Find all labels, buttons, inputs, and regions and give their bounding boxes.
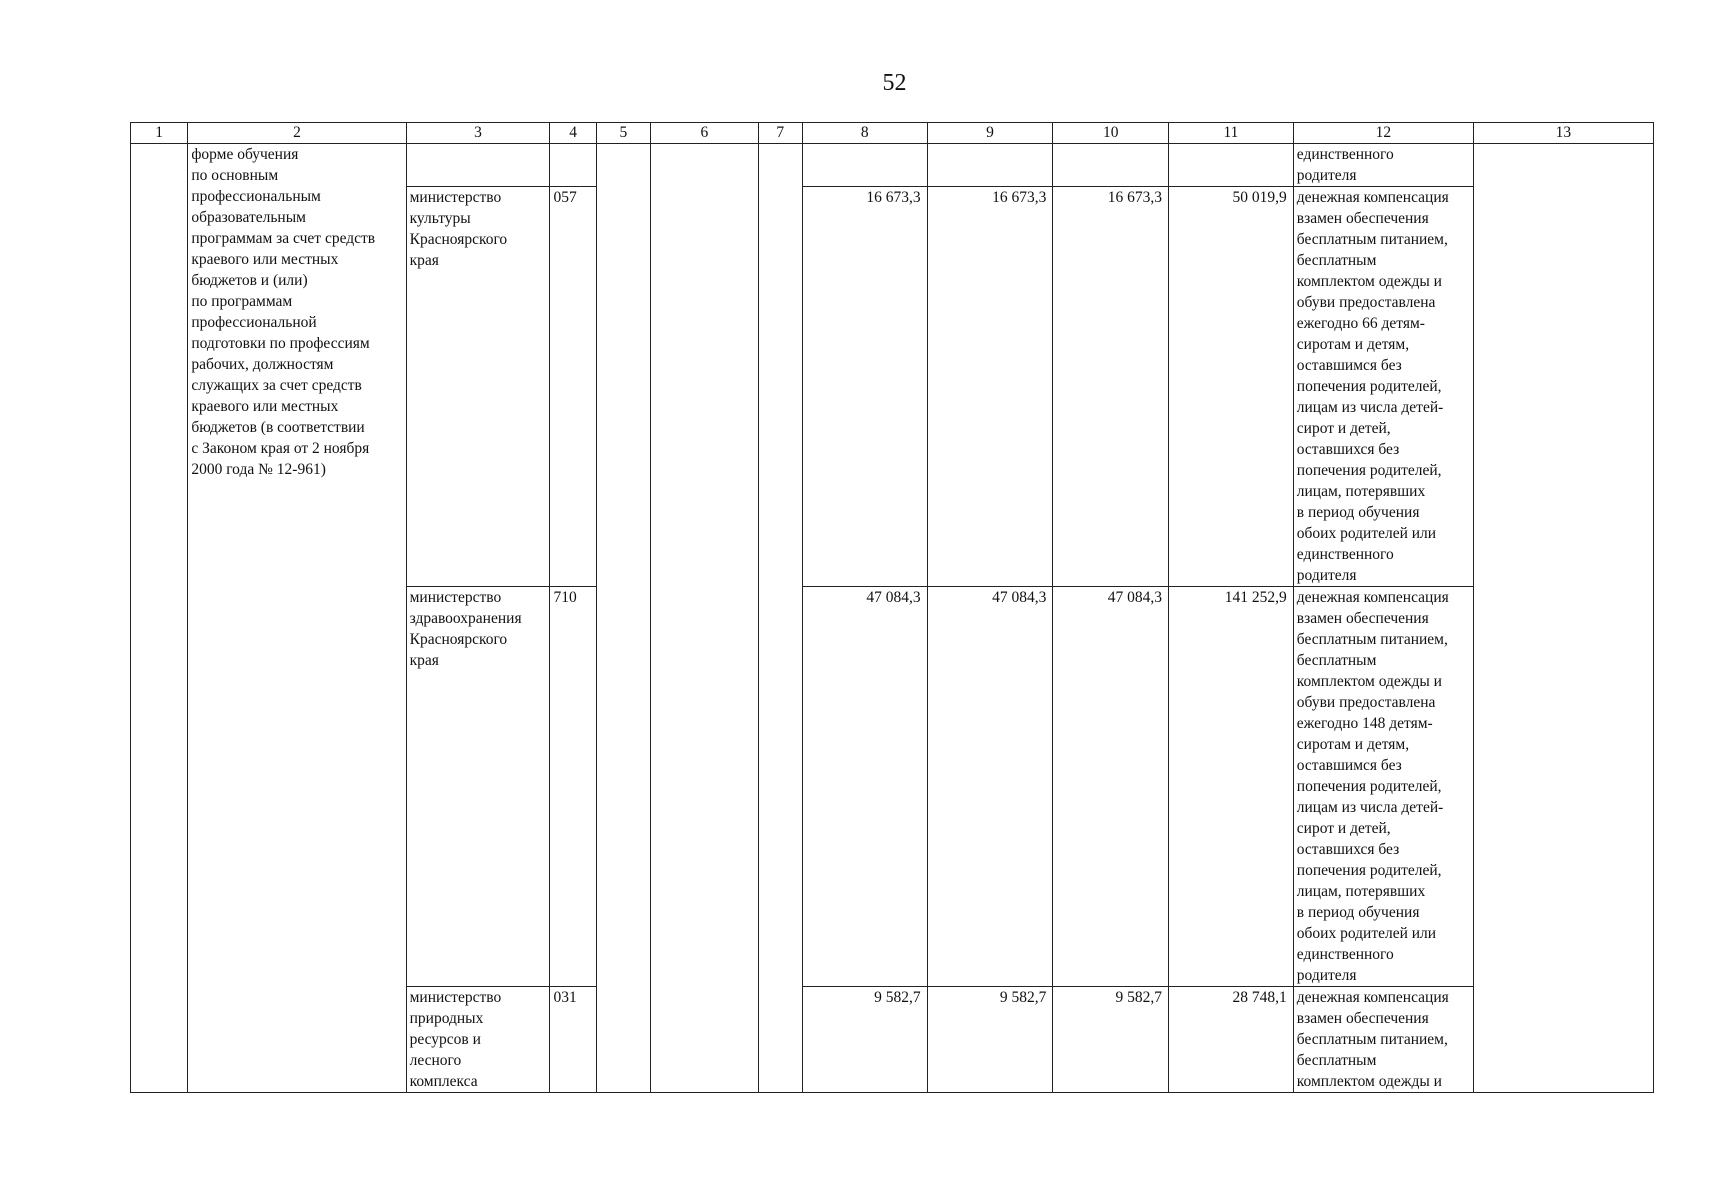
header-cell: 12 bbox=[1293, 123, 1473, 144]
ministry-code: 031 bbox=[550, 987, 596, 1093]
header-cell: 3 bbox=[406, 123, 550, 144]
expected-result: денежная компенсация взамен обеспечения бесплатным питанием, бесплатным комплектом одежды и обуви предоставлена ежегодно 148 детям- сиротам и детям, оставшимся без попечения родителей, лицам из числа детей- сирот и детей, оставшихся без попечения родителей, лицам, потерявших в период обучения обоих родителей или единственного родителя bbox=[1293, 587, 1473, 987]
ministry-code: 057 bbox=[550, 187, 596, 587]
header-cell: 5 bbox=[596, 123, 650, 144]
program-description: форме обучения по основным профессиональным образовательным программам за счет средств краевого или местных бюджетов и (или) по программам профессиональной подготовки по профессиям рабочих, должностям служащих за счет средств краевого или местных бюджетов (в соответствии с Законом края от 2 ноября 2000 года № 12-961) bbox=[188, 144, 406, 1093]
result-continued: единственного родителя bbox=[1293, 144, 1473, 187]
cell-col6 bbox=[651, 144, 759, 1093]
cell-col10 bbox=[1053, 144, 1169, 187]
cell-col13 bbox=[1473, 144, 1653, 1093]
header-cell: 9 bbox=[927, 123, 1053, 144]
value-col8: 47 084,3 bbox=[802, 587, 927, 987]
cell-col4 bbox=[550, 144, 596, 187]
cell-col5 bbox=[596, 144, 650, 1093]
header-cell: 2 bbox=[188, 123, 406, 144]
cell-col9 bbox=[927, 144, 1053, 187]
budget-table bbox=[130, 122, 1654, 1093]
page-number: 52 bbox=[882, 70, 907, 96]
value-col10: 16 673,3 bbox=[1053, 187, 1169, 587]
expected-result: денежная компенсация взамен обеспечения бесплатным питанием, бесплатным комплектом одежды и bbox=[1293, 987, 1473, 1093]
cell-col11 bbox=[1169, 144, 1294, 187]
value-col8: 9 582,7 bbox=[802, 987, 927, 1093]
value-col11: 28 748,1 bbox=[1169, 987, 1294, 1093]
ministry-name: министерство природных ресурсов и лесного комплекса bbox=[406, 987, 550, 1093]
header-cell: 1 bbox=[131, 123, 188, 144]
value-col11: 141 252,9 bbox=[1169, 587, 1294, 987]
ministry-name: министерство здравоохранения Красноярского края bbox=[406, 587, 550, 987]
header-cell: 10 bbox=[1053, 123, 1169, 144]
header-cell: 13 bbox=[1473, 123, 1653, 144]
cell-col1 bbox=[131, 144, 188, 1093]
table-row bbox=[131, 144, 1654, 187]
value-col11: 50 019,9 bbox=[1169, 187, 1294, 587]
ministry-name: министерство культуры Красноярского края bbox=[406, 187, 550, 587]
header-cell: 7 bbox=[758, 123, 802, 144]
ministry-code: 710 bbox=[550, 587, 596, 987]
expected-result: денежная компенсация взамен обеспечения бесплатным питанием, бесплатным комплектом одежды и обуви предоставлена ежегодно 66 детям- сиротам и детям, оставшимся без попечения родителей, лицам из числа детей- сирот и детей, оставшихся без попечения родителей, лицам, потерявших в период обучения обоих родителей или единственного родителя bbox=[1293, 187, 1473, 587]
value-col9: 47 084,3 bbox=[927, 587, 1053, 987]
value-col8: 16 673,3 bbox=[802, 187, 927, 587]
cell-col8 bbox=[802, 144, 927, 187]
cell-col7 bbox=[758, 144, 802, 1093]
header-cell: 4 bbox=[550, 123, 596, 144]
header-row bbox=[131, 123, 1654, 144]
value-col9: 9 582,7 bbox=[927, 987, 1053, 1093]
value-col10: 9 582,7 bbox=[1053, 987, 1169, 1093]
header-cell: 11 bbox=[1169, 123, 1294, 144]
value-col10: 47 084,3 bbox=[1053, 587, 1169, 987]
header-cell: 8 bbox=[802, 123, 927, 144]
header-cell: 6 bbox=[651, 123, 759, 144]
cell-col3 bbox=[406, 144, 550, 187]
value-col9: 16 673,3 bbox=[927, 187, 1053, 587]
